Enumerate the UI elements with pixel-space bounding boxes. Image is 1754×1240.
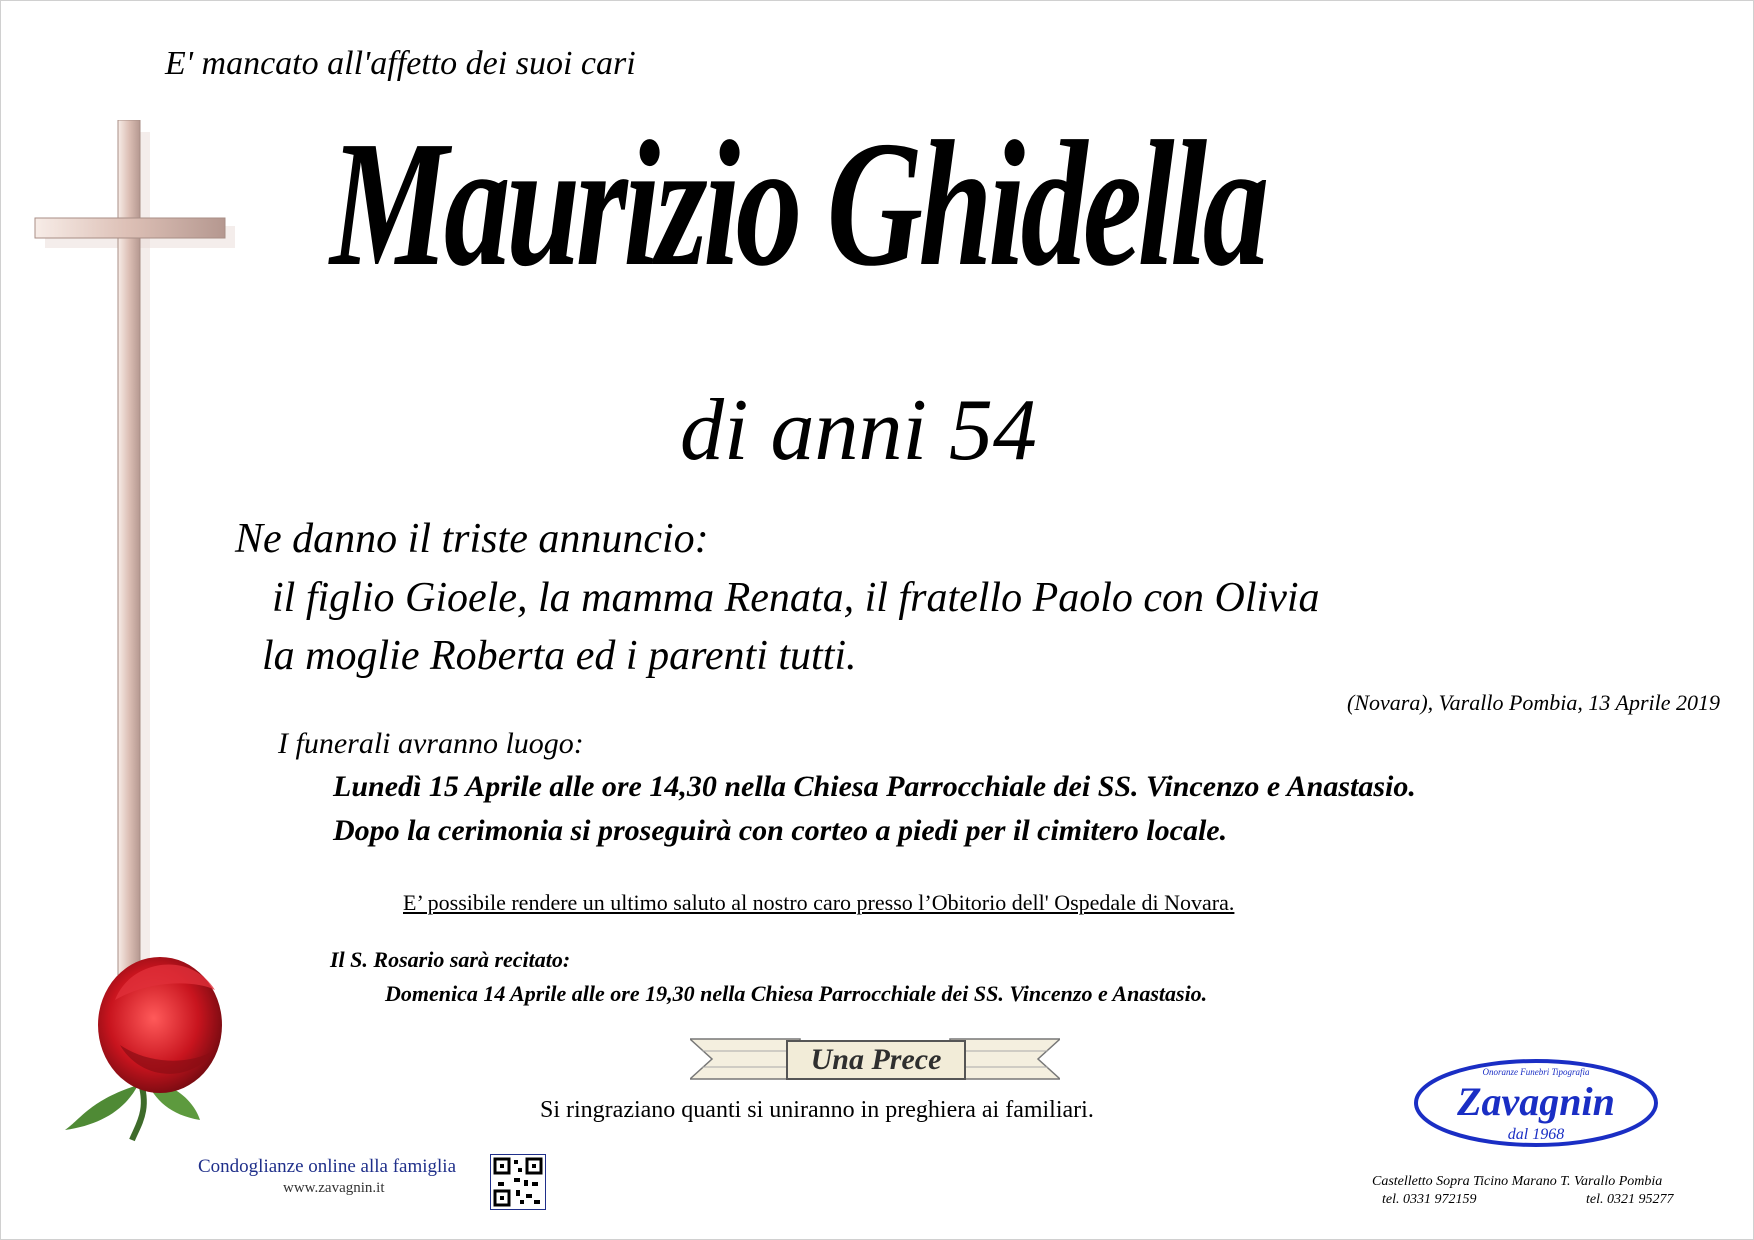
condolences-link[interactable]: Condoglianze online alla famiglia [198,1156,457,1177]
family-line-2: la moglie Roberta ed i parenti tutti. [262,633,857,679]
address-tel-2: tel. 0321 95277 [1586,1192,1674,1207]
logo-since: dal 1968 [1507,1126,1565,1143]
family-line-1: il figlio Gioele, la mamma Renata, il fratello Paolo con Olivia [272,575,1320,621]
zavagnin-logo [1412,1057,1660,1149]
rosary-line-1: Domenica 14 Aprile alle ore 19,30 nella Chiesa Parrocchiale dei SS. Vincenzo e Anastasio. [385,981,1208,1006]
rosary-heading: Il S. Rosario sarà recitato: [330,947,571,972]
banner-label: Una Prece [786,1040,966,1080]
funeral-line-2: Dopo la cerimonia si proseguirà con corteo a piedi per il cimitero locale. [333,814,1228,847]
funeral-line-1: Lunedì 15 Aprile alle ore 14,30 nella Chiesa Parrocchiale dei SS. Vincenzo e Anastasio. [333,770,1416,803]
funeral-heading: I funerali avranno luogo: [278,727,584,760]
announcement-heading: Ne danno il triste annuncio: [235,516,709,562]
obitorio-notice: E’ possibile rendere un ultimo saluto al nostro caro presso l’Obitorio dell' Ospedale di Novara. [403,890,1235,915]
intro-text: E' mancato all'affetto dei suoi cari [165,45,636,82]
age-line: di anni 54 [680,382,1037,479]
cross-with-rose-image [20,120,260,1145]
place-date: (Novara), Varallo Pombia, 13 Aprile 2019 [1347,690,1720,715]
thanks-text: Si ringraziano quanti si uniranno in preghiera ai familiari. [540,1097,1094,1123]
logo-tagline: Onoranze Funebri Tipografia [1482,1067,1590,1077]
logo-name: Zavagnin [1457,1079,1615,1124]
website-link[interactable]: www.zavagnin.it [283,1180,385,1196]
address-tel-1: tel. 0331 972159 [1382,1192,1477,1207]
address-towns: Castelletto Sopra Ticino Marano T. Varallo Pombia [1372,1174,1663,1189]
deceased-name: Maurizio Ghidella [330,104,1265,303]
qr-code-icon[interactable] [490,1154,546,1210]
una-prece-banner [690,1035,1060,1083]
